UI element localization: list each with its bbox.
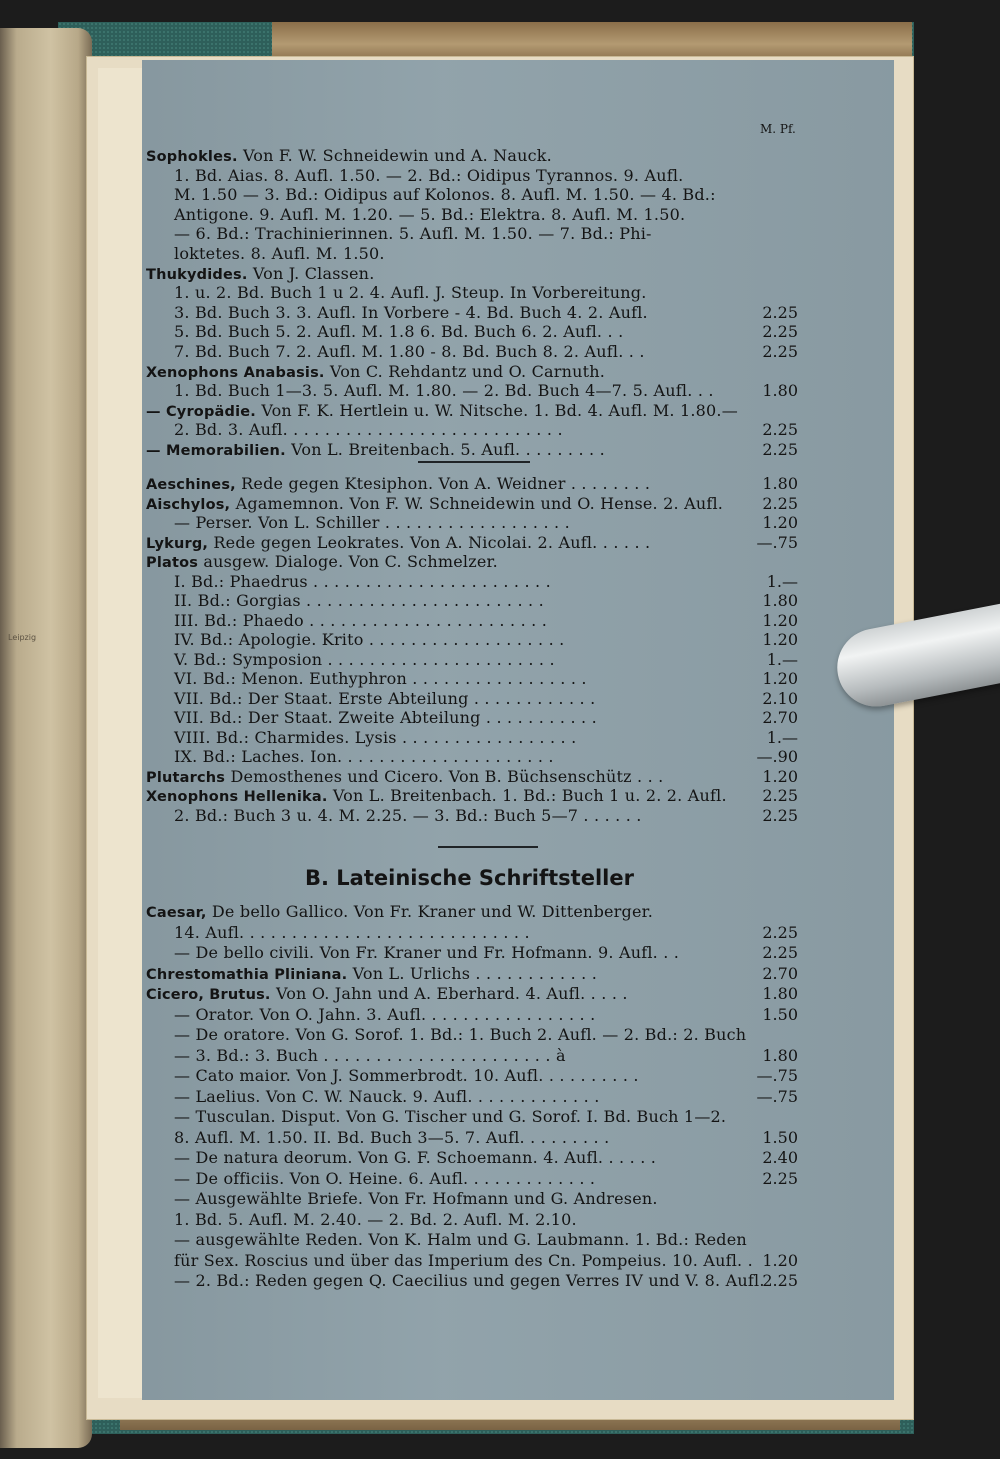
entry-text: loktetes. 8. Aufl. M. 1.50. [174, 244, 385, 263]
catalog-entry-line [174, 572, 551, 592]
entry-price: 1.— [766, 649, 798, 669]
entry-text: 1. Bd. Buch 1—3. 5. Aufl. M. 1.80. — 2. Bd. Buch 4—7. 5. Aufl. . . [174, 381, 714, 401]
entry-text: 7. Bd. Buch 7. 2. Aufl. M. 1.80 - 8. Bd. Buch 8. 2. Aufl. . . [174, 342, 645, 361]
entry-text: 14. Aufl. . . . . . . . . . . . . . . . . . . . . . . . . . . . [174, 922, 530, 942]
entry-text: 2. Bd. 3. Aufl. . . . . . . . . . . . . . . . . . . . . . . . . . . [174, 420, 563, 440]
entry-price: 1.20 [762, 766, 798, 786]
author-name: — Memorabilien. [146, 443, 286, 459]
catalog-entry-line [174, 513, 570, 533]
catalog-entry-line [174, 303, 648, 323]
entry-text: — Cato maior. Von J. Sommerbrodt. 10. Aufl. . . . . . . . . . [174, 1066, 639, 1085]
catalog-entry-line [174, 420, 563, 440]
catalog-entry-line [174, 1107, 726, 1127]
entry-text: Antigone. 9. Aufl. M. 1.20. — 5. Bd.: Elektra. 8. Aufl. M. 1.50. [174, 204, 686, 224]
catalog-entry-line [146, 474, 650, 495]
entry-price: 2.25 [762, 1168, 798, 1188]
catalog-entry-line [174, 1210, 577, 1230]
entry-text: Demosthenes und Cicero. Von B. Büchsenschütz . . . [230, 766, 664, 786]
binding-strip [98, 68, 143, 1398]
entry-price: 1.80 [762, 591, 798, 610]
catalog-entry-line [174, 1169, 595, 1189]
entry-price: 2.25 [762, 493, 798, 513]
catalog-entry-line [174, 1066, 639, 1086]
entry-text: Rede gegen Ktesiphon. Von A. Weidner . . . . . . . . [241, 474, 651, 493]
catalog-entry-line [174, 1128, 609, 1148]
entry-price: 2.25 [762, 322, 798, 342]
catalog-entry-line [174, 244, 385, 264]
catalog-entry-line [146, 146, 552, 167]
entry-text: — Orator. Von O. Jahn. 3. Aufl. . . . . . . . . . . . . . . . . [174, 1004, 596, 1024]
catalog-entry-line [174, 923, 530, 943]
catalog-entry-line [174, 1189, 658, 1209]
entry-price: 1.20 [762, 610, 798, 630]
entry-text: 3. Bd. Buch 3. 3. Aufl. In Vorbere - 4. Bd. Buch 4. 2. Aufl. [174, 302, 648, 322]
entry-price: 2.25 [762, 943, 798, 962]
catalog-entry-line [146, 786, 727, 807]
author-name: Plutarchs [146, 769, 226, 786]
entry-price: 2.40 [762, 1148, 798, 1167]
entry-price: 1.20 [762, 630, 798, 649]
entry-text: — De natura deorum. Von G. F. Schoemann. 4. Aufl. . . . . . [174, 1148, 657, 1167]
entry-text: Von F. K. Hertlein u. W. Nitsche. 1. Bd. 4. Aufl. M. 1.80.— [261, 400, 738, 420]
entry-text: für Sex. Roscius und über das Imperium des Cn. Pompeius. 10. Aufl. . [174, 1250, 753, 1270]
entry-text: 1. Bd. Aias. 8. Aufl. 1.50. — 2. Bd.: Oidipus Tyrannos. 9. Aufl. [174, 165, 684, 185]
entry-text: — Laelius. Von C. W. Nauck. 9. Aufl. . . . . . . . . . . . . [174, 1086, 600, 1106]
entry-price: 1.80 [762, 474, 798, 493]
entry-price: 2.25 [762, 342, 798, 361]
entry-text: De bello Gallico. Von Fr. Kraner und W. Dittenberger. [211, 902, 654, 921]
currency-header: M. Pf. [760, 122, 796, 136]
catalog-entry-line [174, 806, 642, 826]
entry-text: VIII. Bd.: Charmides. Lysis . . . . . . . . . . . . . . . . . [174, 727, 577, 747]
catalog-entry-line [174, 1025, 746, 1045]
catalog-entry-line [174, 747, 554, 767]
entry-price: —.75 [756, 532, 798, 552]
author-name: Platos [146, 555, 199, 571]
entry-price: 2.25 [762, 805, 798, 825]
entry-price: 2.70 [762, 963, 798, 983]
entry-text: Von C. Rehdantz und O. Carnuth. [329, 361, 606, 381]
catalog-entry-line [174, 1251, 753, 1271]
entry-text: 8. Aufl. M. 1.50. II. Bd. Buch 3—5. 7. Aufl. . . . . . . . . [174, 1127, 610, 1147]
entry-price: 1.80 [762, 381, 798, 401]
entry-text: Von L. Breitenbach. 1. Bd.: Buch 1 u. 2. 2. Aufl. [332, 786, 727, 805]
entry-text: Von O. Jahn und A. Eberhard. 4. Aufl. . . . . [275, 984, 628, 1003]
entry-price: 1.20 [762, 669, 798, 688]
catalog-entry-line [146, 964, 597, 985]
entry-price: 1.80 [762, 984, 798, 1003]
catalog-entry-line [146, 984, 628, 1005]
entry-text: — De oratore. Von G. Sorof. 1. Bd.: 1. Buch 2. Aufl. — 2. Bd.: 2. Buch [174, 1025, 747, 1044]
entry-price: 1.80 [762, 1045, 798, 1065]
entry-text: V. Bd.: Symposion . . . . . . . . . . . . . . . . . . . . . . [174, 649, 555, 669]
catalog-entry-line [174, 283, 647, 303]
catalog-entry-line [174, 185, 716, 205]
entry-price: 2.25 [762, 786, 798, 805]
catalog-entry-line [146, 362, 605, 383]
entry-price: 2.25 [762, 420, 798, 440]
entry-text: — Tusculan. Disput. Von G. Tischer und G. Sorof. I. Bd. Buch 1—2. [174, 1107, 727, 1126]
catalog-entry-line [174, 611, 547, 631]
author-name: Xenophons Anabasis. [146, 364, 325, 381]
catalog-entry-line [146, 767, 663, 788]
author-name: Caesar, [146, 905, 207, 921]
author-name: — Cyropädie. [146, 403, 257, 420]
entry-price: —.75 [756, 1086, 798, 1106]
entry-text: 5. Bd. Buch 5. 2. Aufl. M. 1.8 6. Bd. Buch 6. 2. Aufl. . . [174, 322, 624, 342]
entry-text: II. Bd.: Gorgias . . . . . . . . . . . . . . . . . . . . . . . [174, 591, 544, 610]
entry-text: — 6. Bd.: Trachinierinnen. 5. Aufl. M. 1.50. — 7. Bd.: Phi- [174, 224, 652, 244]
section-divider [418, 461, 530, 463]
entry-text: IV. Bd.: Apologie. Krito . . . . . . . . . . . . . . . . . . . [174, 630, 565, 649]
entry-text: 1. Bd. 5. Aufl. M. 2.40. — 2. Bd. 2. Aufl. M. 2.10. [174, 1209, 577, 1229]
entry-text: ausgew. Dialoge. Von C. Schmelzer. [203, 552, 498, 571]
entry-text: — De officiis. Von O. Heine. 6. Aufl. . . . . . . . . . . . . [174, 1168, 596, 1188]
entry-price: 2.70 [762, 708, 798, 727]
entry-text: IX. Bd.: Laches. Ion. . . . . . . . . . . . . . . . . . . . . [174, 747, 554, 766]
author-name: Sophokles. [146, 149, 238, 165]
entry-price: 2.25 [762, 302, 798, 322]
author-name: Thukydides. [146, 266, 248, 283]
catalog-entry-line [174, 342, 645, 362]
author-name: Xenophons Hellenika. [146, 789, 328, 805]
author-name: Lykurg, [146, 535, 209, 552]
catalog-entry-line [174, 591, 544, 611]
entry-text: Agamemnon. Von F. W. Schneidewin und O. Hense. 2. Aufl. [235, 493, 724, 513]
left-page-edge [0, 28, 92, 1448]
catalog-entry-line [174, 689, 595, 709]
entry-price: 1.— [766, 571, 798, 591]
entry-text: VI. Bd.: Menon. Euthyphron . . . . . . . . . . . . . . . . . [174, 669, 587, 688]
catalog-entry-line [174, 1005, 595, 1025]
section-divider [438, 846, 538, 848]
entry-price: 2.10 [762, 688, 798, 708]
catalog-entry-line [174, 943, 679, 963]
author-name: Chrestomathia Pliniana. [146, 966, 348, 983]
catalog-page [142, 60, 894, 1400]
catalog-entry-line [174, 166, 683, 186]
author-name: Cicero, Brutus. [146, 987, 271, 1003]
catalog-entry-line [174, 669, 587, 689]
section-title: B. Lateinische Schriftsteller [305, 866, 634, 890]
catalog-entry-line [146, 440, 605, 461]
catalog-entry-line [174, 1230, 747, 1250]
entry-price: 1.50 [762, 1004, 798, 1024]
entry-text: Von L. Urlichs . . . . . . . . . . . . [352, 963, 598, 983]
catalog-entry-line [146, 902, 653, 923]
entry-price: 1.20 [762, 513, 798, 532]
entry-price: —.90 [756, 747, 798, 766]
entry-text: M. 1.50 — 3. Bd.: Oidipus auf Kolonos. 8. Aufl. M. 1.50. — 4. Bd.: [174, 185, 716, 205]
catalog-entry-line [174, 1087, 599, 1107]
catalog-entry-line [174, 650, 555, 670]
catalog-entry-line [146, 552, 498, 573]
entry-text: — ausgewählte Reden. Von K. Halm und G. Laubmann. 1. Bd.: Reden [174, 1230, 747, 1249]
entry-text: — 2. Bd.: Reden gegen Q. Caecilius und gegen Verres IV und V. 8. Aufl. [174, 1271, 765, 1290]
entry-price: 1.50 [762, 1127, 798, 1147]
entry-price: 2.25 [762, 922, 798, 942]
entry-price: 2.25 [762, 440, 798, 459]
catalog-entry-line [146, 494, 723, 515]
catalog-entry-line [174, 1046, 566, 1066]
catalog-entry-line [174, 322, 623, 342]
entry-text: III. Bd.: Phaedo . . . . . . . . . . . . . . . . . . . . . . . [174, 610, 548, 630]
entry-text: — 3. Bd.: 3. Buch . . . . . . . . . . . . . . . . . . . . . . à [174, 1045, 566, 1065]
catalog-entry-line [174, 205, 685, 225]
entry-price: 1.20 [762, 1250, 798, 1270]
author-name: Aischylos, [146, 496, 231, 513]
entry-price: 1.— [766, 727, 798, 747]
catalog-entry-line [174, 1271, 765, 1291]
entry-text: 2. Bd.: Buch 3 u. 4. M. 2.25. — 3. Bd.: Buch 5—7 . . . . . . [174, 805, 642, 825]
entry-text: — Ausgewählte Briefe. Von Fr. Hofmann und G. Andresen. [174, 1189, 658, 1208]
catalog-entry-line [174, 708, 597, 728]
catalog-entry-line [174, 630, 564, 650]
catalog-entry-line [174, 224, 652, 244]
catalog-entry-line [146, 264, 374, 285]
entry-text: VII. Bd.: Der Staat. Erste Abteilung . . . . . . . . . . . . [174, 688, 596, 708]
entry-text: Rede gegen Leokrates. Von A. Nicolai. 2. Aufl. . . . . . [213, 532, 651, 552]
author-name: Aeschines, [146, 477, 236, 493]
entry-text: Von F. W. Schneidewin und A. Nauck. [242, 146, 552, 165]
entry-price: 2.25 [762, 1271, 798, 1290]
entry-text: 1. u. 2. Bd. Buch 1 u 2. 4. Aufl. J. Steup. In Vorbereitung. [174, 283, 647, 303]
catalog-entry-line [174, 728, 576, 748]
entry-text: Von L. Breitenbach. 5. Aufl. . . . . . . . . [291, 440, 605, 459]
entry-text: VII. Bd.: Der Staat. Zweite Abteilung . . . . . . . . . . . [174, 708, 597, 727]
entry-text: I. Bd.: Phaedrus . . . . . . . . . . . . . . . . . . . . . . . [174, 571, 551, 591]
catalog-entry-line [146, 401, 738, 422]
catalog-entry-line [146, 533, 650, 554]
entry-text: Von J. Classen. [252, 263, 375, 283]
entry-price: —.75 [756, 1066, 798, 1085]
left-page-stamp: Leipzig [8, 633, 37, 642]
catalog-entry-line [174, 381, 714, 401]
catalog-entry-line [174, 1148, 656, 1168]
entry-text: — Perser. Von L. Schiller . . . . . . . . . . . . . . . . . . [174, 513, 570, 532]
entry-text: — De bello civili. Von Fr. Kraner und Fr. Hofmann. 9. Aufl. . . [174, 943, 680, 962]
